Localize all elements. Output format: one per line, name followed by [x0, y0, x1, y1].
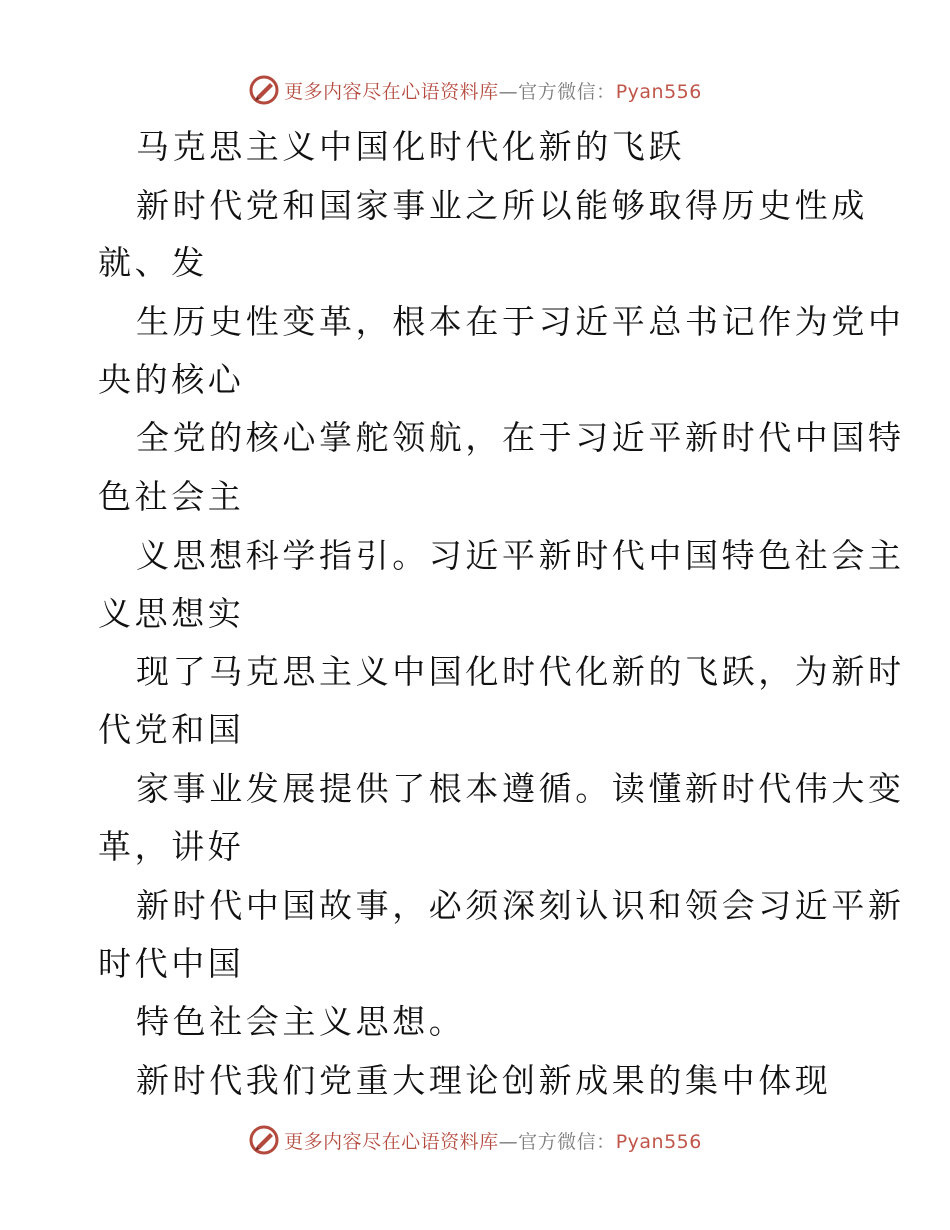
watermark-text — [284, 1127, 702, 1154]
text-line: 全党的核心掌舵领航，在于习近平新时代中国特 — [136, 418, 905, 457]
watermark-official-label: 官方微信： — [518, 80, 616, 103]
red-circle-pen-logo-icon — [248, 1124, 280, 1156]
text-line: 新时代我们党重大理论创新成果的集中体现 — [136, 1061, 832, 1100]
watermark-wechat-id: Pyan556 — [615, 80, 702, 103]
text-line: 新时代中国故事，必须深刻认识和领会习近平新 — [136, 886, 905, 925]
text-line: 特色社会主义思想。 — [136, 1002, 466, 1041]
text-line: 义思想实 — [98, 594, 245, 633]
watermark-separator: — — [498, 80, 519, 103]
red-circle-pen-logo-icon — [248, 74, 280, 106]
text-line: 义思想科学指引。习近平新时代中国特色社会主 — [136, 536, 905, 575]
text-line: 代党和国 — [98, 710, 245, 749]
watermark-separator: — — [498, 1130, 519, 1153]
text-line: 马克思主义中国化时代化新的飞跃 — [136, 127, 685, 166]
text-line: 色社会主 — [98, 477, 245, 516]
text-line: 革，讲好 — [98, 827, 245, 866]
text-line: 时代中国 — [98, 944, 245, 983]
text-line: 现了马克思主义中国化时代化新的飞跃，为新时 — [136, 652, 905, 691]
watermark-official-label: 官方微信： — [518, 1130, 616, 1153]
header-watermark — [0, 70, 950, 110]
text-line: 家事业发展提供了根本遵循。读懂新时代伟大变 — [136, 769, 905, 808]
footer-watermark — [0, 1120, 950, 1160]
watermark-brand: 更多内容尽在心语资料库 — [284, 80, 499, 103]
watermark-wechat-id: Pyan556 — [615, 1130, 702, 1153]
watermark-text — [284, 77, 702, 104]
watermark-brand: 更多内容尽在心语资料库 — [284, 1130, 499, 1153]
text-line: 央的核心 — [98, 360, 245, 399]
text-line: 生历史性变革，根本在于习近平总书记作为党中 — [136, 302, 905, 341]
text-line: 新时代党和国家事业之所以能够取得历史性成 — [136, 186, 868, 225]
text-line: 就、发 — [98, 243, 208, 282]
